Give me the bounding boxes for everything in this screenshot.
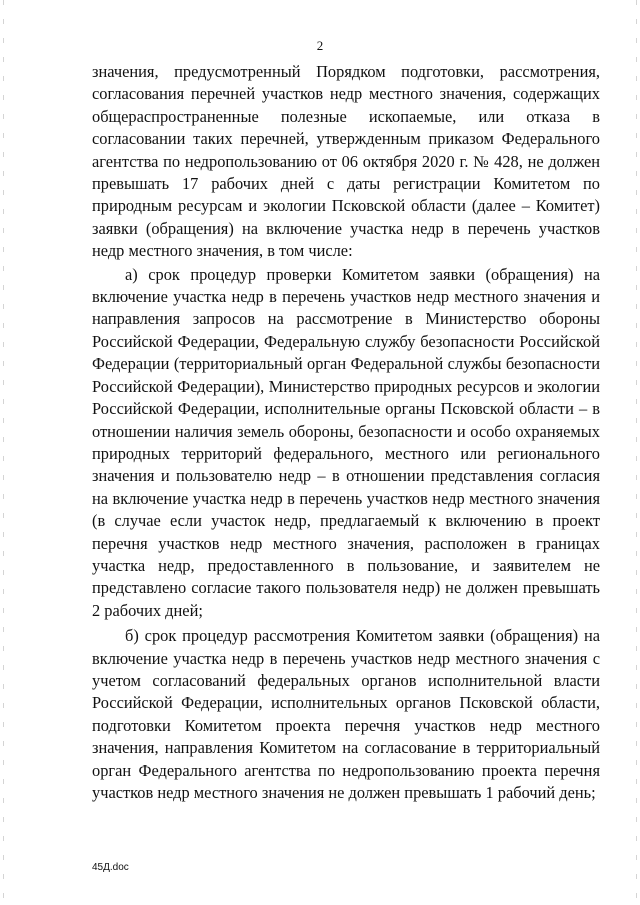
paragraph-continuation: значения, предусмотренный Порядком подготовки, рассмотрения, согласования перечней участков недр местного значения, содержащих общераспространенные полезные ископаемые, или отказа в согласовании таких перечней, утвержденным приказом Федерального агентства по недропользованию от 06 октября 2020 г. № 428, не должен превышать 17 рабочих дней с даты регистрации Комитетом по природным ресурсам и экологии Псковской области (далее – Комитет) заявки (обращения) на включение участка недр в перечень участков недр местного значения, в том числе: [92, 62, 600, 261]
page-number: 2 [316, 38, 324, 53]
paragraph-clause-b: б) срок процедур рассмотрения Комитетом заявки (обращения) на включение участка недр в перечень участков недр местного значения с учетом согласований федеральных органов исполнительной власти Российской Федерации, исполнительных органов Псковской области, подготовки Комитетом проекта перечня участков недр местного значения, направления Комитетом на согласование в территориальный орган Федерального агентства по недропользованию проекта перечня участков недр местного значения не должен превышать 1 рабочий день; [92, 626, 600, 802]
footer-filename: 45Д.doc [92, 862, 129, 873]
scan-edge-left [3, 0, 4, 905]
document-body [92, 61, 600, 804]
paragraph-clause-a: а) срок процедур проверки Комитетом заявки (обращения) на включение участка недр в перечень участков недр местного значения и направления запросов на рассмотрение в Министерство обороны Российской Федерации, Федеральную службу безопасности Российской Федерации (территориальный орган Федеральной службы безопасности Российской Федерации), Министерство природных ресурсов и экологии Российской Федерации, исполнительные органы Псковской области – в отношении наличия земель обороны, безопасности и особо охраняемых природных территорий федерального, местного или регионального значения и пользователю недр – в отношении представления согласия на включение участка недр в перечень участков недр местного значения (в случае если участок недр, предлагаемый к включению в проект перечня участков недр местного значения, расположен в границах участка недр, предоставленного в пользование, и заявителем не представлено согласие такого пользователя недр) не должен превышать 2 рабочих дней; [92, 264, 600, 620]
scan-edge-right [636, 0, 637, 905]
